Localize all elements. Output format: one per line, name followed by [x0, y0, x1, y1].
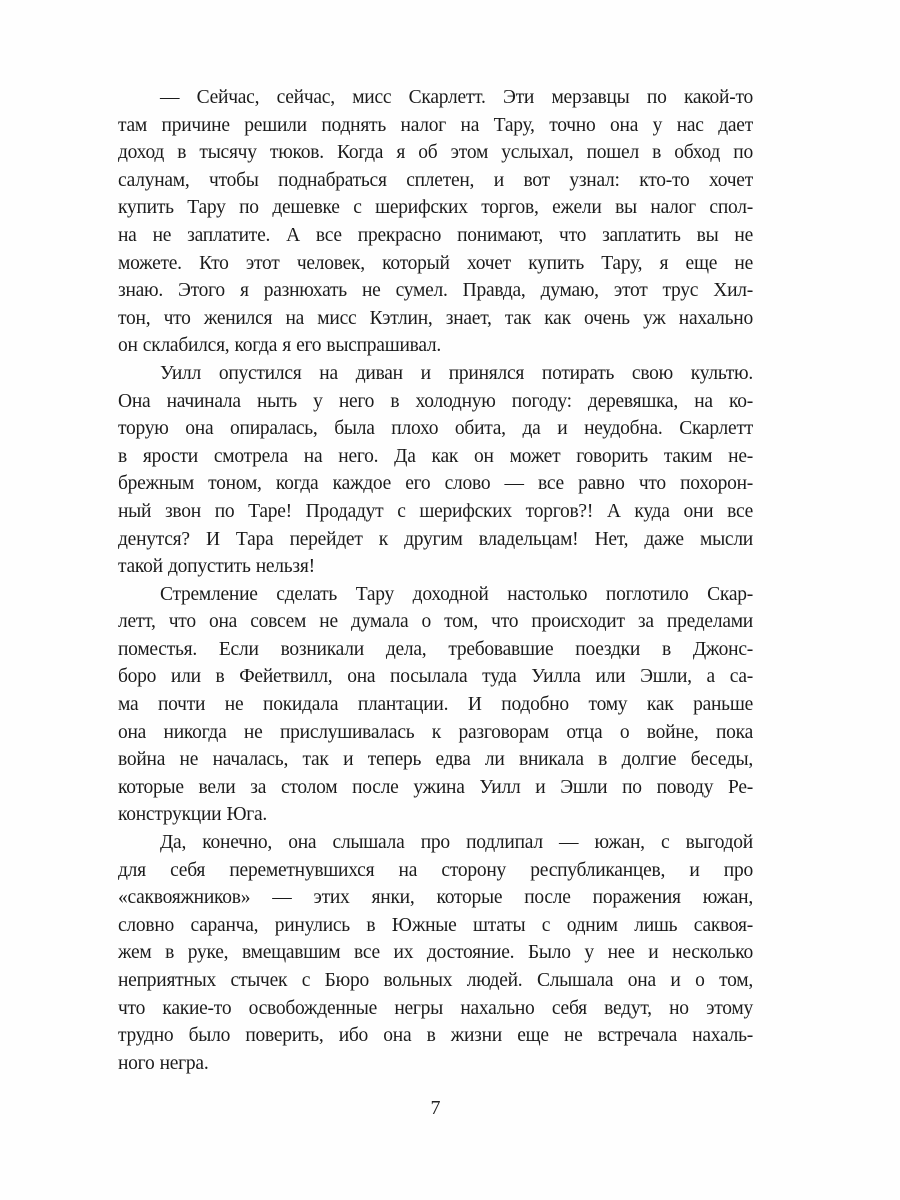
text-line: конструкции Юга.	[118, 804, 268, 826]
text-line: Стремление сделать Тару доходной настолько поглотило Скар-	[160, 583, 753, 605]
text-line: доход в тысячу тюков. Когда я об этом услыхал, пошел в обход по	[118, 142, 753, 164]
text-line: на не заплатите. А все прекрасно понимают, что заплатить вы не	[118, 224, 753, 246]
text-line: война не началась, так и теперь едва ли вникала в долгие беседы,	[118, 749, 753, 771]
text-line: боро или в Фейетвилл, она посылала туда Уилла или Эшли, а са-	[118, 666, 753, 688]
text-line: можете. Кто этот человек, который хочет купить Тару, я еще не	[118, 252, 753, 274]
text-line: брежным тоном, когда каждое его слово — все равно что похорон-	[118, 473, 753, 495]
text-line: торую она опиралась, была плохо обита, да и неудобна. Скарлетт	[118, 418, 753, 440]
text-line: ма почти не покидала плантации. И подобно тому как раньше	[118, 694, 753, 716]
text-line: трудно было поверить, ибо она в жизни еще не встречала нахаль-	[118, 1025, 753, 1047]
paragraph	[118, 360, 753, 581]
text-line: Уилл опустился на диван и принялся потирать свою культю.	[160, 362, 753, 384]
text-line: неприятных стычек с Бюро вольных людей. Слышала она и о том,	[118, 970, 753, 991]
text-line: жем в руке, вмещавшим все их достояние. Было у нее и несколько	[118, 942, 753, 964]
text-line: Да, конечно, она слышала про подлипал — южан, с выгодой	[160, 832, 753, 854]
text-line: Она начинала ныть у него в холодную погоду: деревяшка, на ко-	[118, 390, 753, 412]
text-line: «саквояжников» — этих янки, которые после поражения южан,	[118, 887, 753, 909]
text-line: поместья. Если возникали дела, требовавшие поездки в Джонс-	[118, 638, 753, 660]
text-line: которые вели за столом после ужина Уилл и Эшли по поводу Ре-	[118, 776, 753, 798]
text-line: ный звон по Таре! Продадут с шерифских торгов?! А куда они все	[118, 500, 753, 522]
text-line: денутся? И Тара перейдет к другим владельцам! Нет, даже мысли	[118, 528, 753, 550]
text-line: для себя переметнувшихся на сторону республиканцев, и про	[118, 859, 753, 881]
text-line: в ярости смотрела на него. Да как он может говорить таким не-	[118, 445, 753, 467]
text-line: словно саранча, ринулись в Южные штаты с одним лишь саквоя-	[118, 914, 753, 936]
text-line: — Сейчас, сейчас, мисс Скарлетт. Эти мерзавцы по какой-то	[160, 87, 753, 108]
text-line: салунам, чтобы поднабраться сплетен, и вот узнал: кто-то хочет	[118, 169, 753, 191]
text-line: ного негра.	[118, 1052, 209, 1074]
paragraph	[118, 84, 753, 360]
text-block	[118, 84, 753, 1077]
text-line: летт, что она совсем не думала о том, что происходит за пределами	[118, 611, 753, 633]
text-line: что какие-то освобожденные негры нахально себя ведут, но этому	[118, 997, 753, 1019]
text-line: там причине решили поднять налог на Тару, точно она у нас дает	[118, 114, 753, 136]
text-line: знаю. Этого я разнюхать не сумел. Правда, думаю, этот трус Хил-	[118, 280, 753, 302]
text-line: такой допустить нельзя!	[118, 556, 315, 578]
paragraph	[118, 581, 753, 829]
text-line: тон, что женился на мисс Кэтлин, знает, так как очень уж нахально	[118, 307, 753, 329]
text-line: он склабился, когда я его выспрашивал.	[118, 335, 442, 357]
text-line: она никогда не прислушивалась к разговорам отца о войне, пока	[118, 721, 753, 743]
text-line: купить Тару по дешевке с шерифских торгов, ежели вы налог спол-	[118, 197, 753, 219]
page-number: 7	[430, 1097, 441, 1119]
paragraph	[118, 829, 753, 1077]
